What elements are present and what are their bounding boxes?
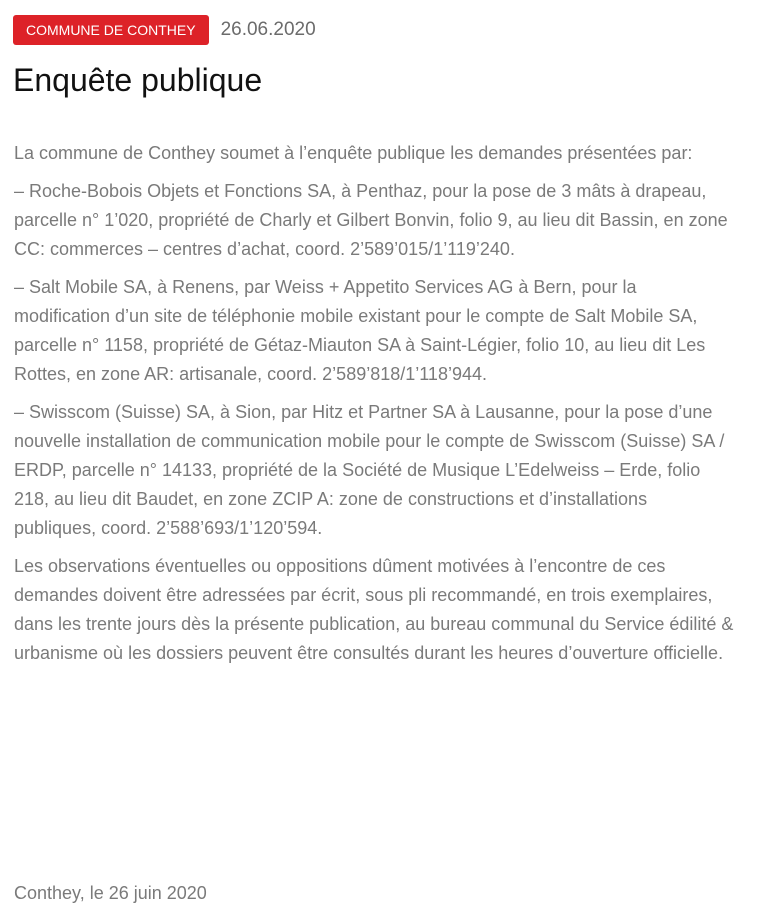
signature-line: Conthey, le 26 juin 2020 — [14, 883, 207, 903]
request-item-1: – Roche-Bobois Objets et Fonctions SA, à Penthaz, pour la pose de 3 mâts à drapeau, parcelle n° 1’020, propriété de Charly et Gilbert Bonvin, folio 9, au lieu dit Bassin, en zone CC: commerces – centres d’achat, coord. 2’589’015/1’119’240. — [14, 181, 728, 259]
category-tag[interactable]: COMMUNE DE CONTHEY — [13, 15, 209, 45]
intro-paragraph: La commune de Conthey soumet à l’enquête publique les demandes présentées par: — [14, 143, 693, 163]
request-item-2: – Salt Mobile SA, à Renens, par Weiss + Appetito Services AG à Bern, pour la modification d’un site de téléphonie mobile existant pour le compte de Salt Mobile SA, parcelle n° 1158, propriété de Gétaz-Miauton SA à Saint-Légier, folio 10, au lieu dit Les Rottes, en zone AR: artisanale, coord. 2’589’818/1’118’944. — [14, 277, 706, 384]
article-meta — [13, 15, 316, 45]
page-title: Enquête publique — [13, 62, 263, 98]
closing-paragraph: Les observations éventuelles ou oppositions dûment motivées à l’encontre de ces demandes doivent être adressées par écrit, sous pli recommandé, en trois exemplaires, dans les trente jours dès la présente publication, au bureau communal du Service édilité & urbanisme où les dossiers peuvent être consultés durant les heures d’ouverture officielle. — [14, 556, 734, 663]
article-body — [14, 139, 734, 677]
publication-date: 26.06.2020 — [220, 19, 316, 40]
request-item-3: – Swisscom (Suisse) SA, à Sion, par Hitz et Partner SA à Lausanne, pour la pose d’une nouvelle installation de communication mobile pour le compte de Swisscom (Suisse) SA / ERDP, parcelle n° 14133, propriété de la Société de Musique L’Edelweiss – Erde, folio 218, au lieu dit Baudet, en zone ZCIP A: zone de constructions et d’installations publiques, coord. 2’588’693/1’120’594. — [14, 402, 725, 538]
